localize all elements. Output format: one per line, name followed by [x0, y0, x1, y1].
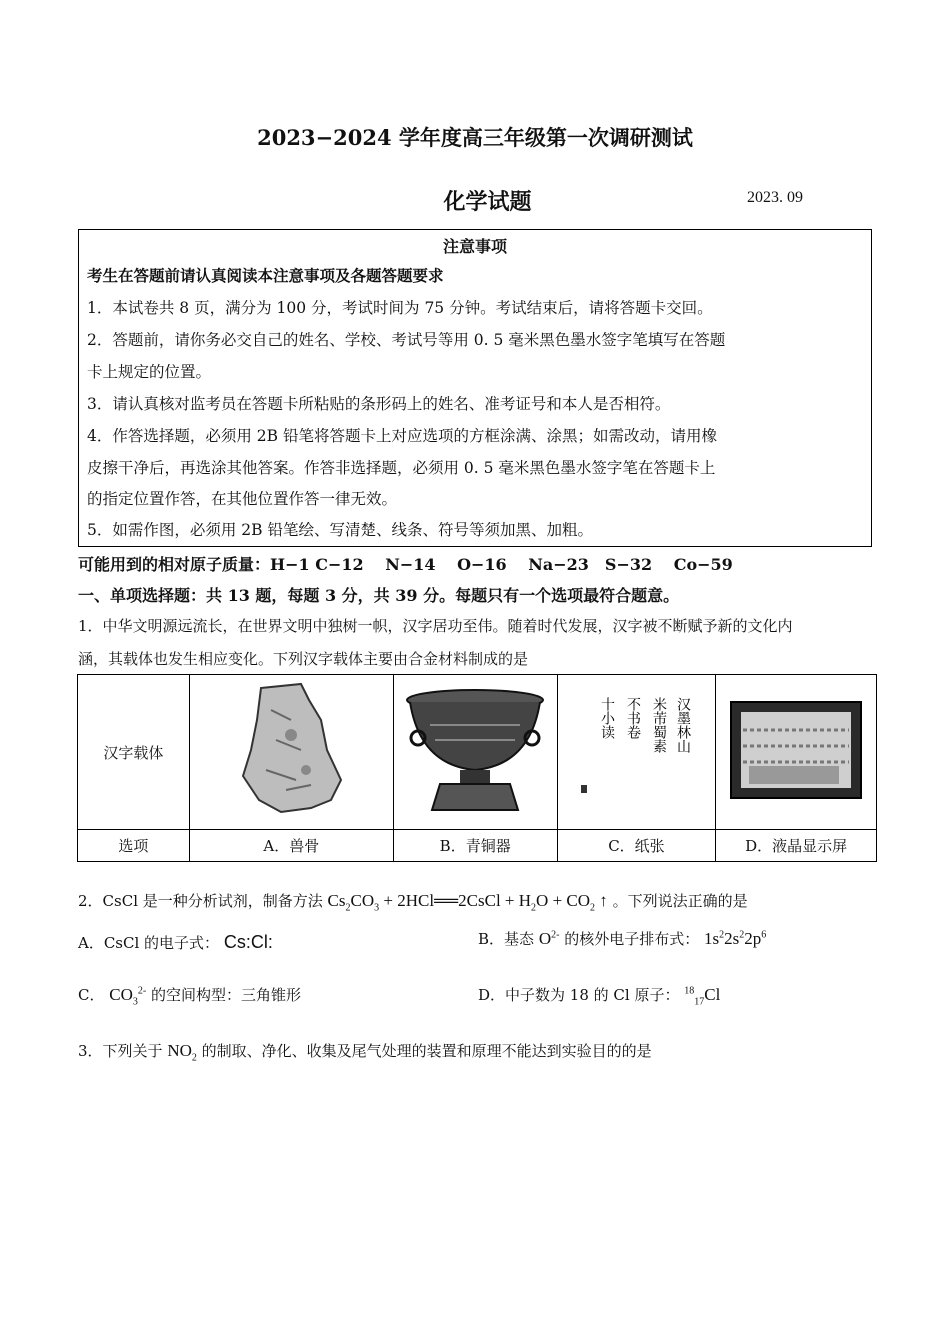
notice-line: 4．作答选择题，必须用 2B 铅笔将答题卡上对应选项的方框涂满、涂黑；如需改动，请用橡 [87, 427, 717, 445]
bronze-vessel-icon [400, 680, 550, 820]
oxide-ion-formula: $O^{2-}$ [538, 929, 560, 948]
bronze-image [393, 675, 557, 830]
q3-prefix: 3．下列关于 [78, 1042, 163, 1060]
q3-stem [78, 1040, 652, 1063]
q2-d-text: D．中子数为 18 的 Cl 原子： [478, 986, 680, 1004]
electron-configuration: $1s^22s^22p^6$ [704, 929, 767, 948]
calligraphy-column: 米芾蜀素 [651, 697, 668, 753]
q2-b-mid: 的核外电子排布式： [564, 930, 700, 948]
no2-formula: $NO_2$ [167, 1041, 197, 1064]
q2-option-d [478, 984, 720, 1007]
option-b: B．青铜器 [393, 830, 557, 862]
notice-line: 卡上规定的位置。 [87, 363, 212, 381]
row-label: 汉字载体 [78, 675, 190, 830]
q2-option-c [78, 984, 301, 1007]
q2-stem [78, 890, 748, 913]
notice-line: 3．请认真核对监考员在答题卡所粘贴的条形码上的姓名、准考证号和本人是否相符。 [87, 395, 671, 413]
carbonate-formula: $CO_3^{2-}$ [109, 985, 147, 1008]
q2-suffix: 。下列说法正确的是 [612, 892, 748, 910]
q2-b-text: B．基态 [478, 930, 535, 948]
calligraphy-column: 十小读 [599, 697, 616, 739]
cscl-electron-formula: Cs:Cl: [223, 932, 273, 952]
page-subtitle: 化学试题 [443, 189, 532, 215]
lcd-image [716, 675, 877, 830]
paper-image [557, 675, 716, 830]
notice-line: 5．如需作图，必须用 2B 铅笔绘、写清楚、线条、符号等须加黑、加粗。 [87, 521, 593, 539]
option-c: C．纸张 [557, 830, 716, 862]
calligraphy-paper-icon [571, 685, 701, 815]
q1-stem: 涵，其载体也发生相应变化。下列汉字载体主要由合金材料制成的是 [78, 650, 529, 668]
q2-option-b [478, 928, 766, 949]
atomic-masses: 可能用到的相对原子质量：H−1 C−12 N−14 O−16 Na−23 S−32 Co−59 [78, 555, 733, 574]
notice-line: 1．本试卷共 8 页，满分为 100 分，考试时间为 75 分钟。考试结束后，请将答题卡交回。 [87, 299, 713, 317]
q2-c-text: C． [78, 986, 105, 1004]
bone-image [189, 675, 393, 830]
notice-box [78, 229, 872, 547]
notice-intro: 考生在答题前请认真阅读本注意事项及各题答题要求 [87, 266, 444, 285]
q1-stem: 1．中华文明源远流长，在世界文明中独树一帜，汉字居功至伟。随着时代发展，汉字被不断赋予新的文化内 [78, 617, 793, 635]
q2-c-suffix: 的空间构型：三角锥形 [151, 986, 302, 1004]
chlorine-isotope-formula: $^{18}_{17}$Cl [684, 985, 721, 1008]
page-title: 2023−2024 学年度高三年级第一次调研测试 [257, 125, 693, 150]
q1-options-table [77, 674, 877, 862]
q2-option-a [78, 932, 273, 953]
notice-heading: 注意事项 [442, 237, 507, 256]
q3-suffix: 的制取、净化、收集及尾气处理的装置和原理不能达到实验目的的是 [201, 1042, 652, 1060]
notice-line: 皮擦干净后，再选涂其他答案。作答非选择题，必须用 0. 5 毫米黑色墨水签字笔在答题卡上 [87, 459, 716, 477]
oracle-bone-icon [231, 680, 351, 820]
calligraphy-column: 不书卷 [625, 697, 642, 739]
notice-line: 2．答题前，请你务必交自己的姓名、学校、考试号等用 0. 5 毫米黑色墨水签字笔填写在答题 [87, 331, 726, 349]
notice-line: 的指定位置作答，在其他位置作答一律无效。 [87, 490, 398, 508]
calligraphy-column: 汉墨林山 [675, 697, 692, 753]
lcd-screen-icon [729, 700, 863, 800]
option-label: 选项 [78, 830, 190, 862]
option-d: D．液晶显示屏 [716, 830, 877, 862]
exam-date: 2023. 09 [747, 189, 803, 206]
q2-equation: $Cs_2CO_3$ + 2HCl══2CsCl + $H_2O + CO_2$ ↑ [327, 891, 608, 914]
q2-prefix: 2．CsCl 是一种分析试剂，制备方法 [78, 892, 323, 910]
section-heading: 一、单项选择题：共 13 题，每题 3 分，共 39 分。每题只有一个选项最符合题意。 [78, 586, 680, 605]
option-a: A．兽骨 [189, 830, 393, 862]
q2-a-text: A．CsCl 的电子式： [78, 934, 220, 952]
